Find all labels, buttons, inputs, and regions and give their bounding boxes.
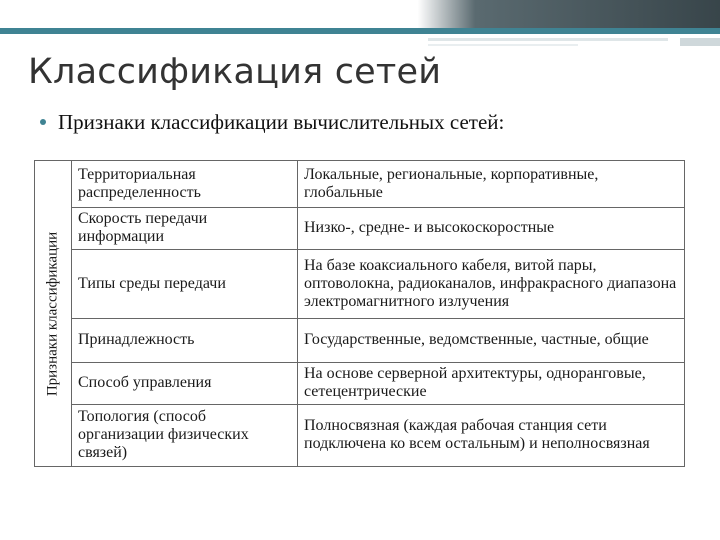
criterion-cell: Скорость передачи информации bbox=[72, 207, 298, 249]
classification-table bbox=[34, 160, 685, 467]
top-decor-band bbox=[0, 0, 720, 28]
bullet-text: Признаки классификации вычислительных сетей: bbox=[58, 110, 505, 134]
table-row bbox=[72, 207, 684, 249]
criterion-cell: Принадлежность bbox=[72, 318, 298, 362]
values-cell: Государственные, ведомственные, частные, общие bbox=[298, 318, 685, 362]
criterion-cell: Территориальная распределенность bbox=[72, 161, 298, 207]
values-cell: Локальные, региональные, корпоративные, глобальные bbox=[298, 161, 685, 207]
slide-title: Классификация сетей bbox=[28, 52, 442, 92]
criteria-grid bbox=[72, 161, 684, 466]
table-row bbox=[72, 404, 684, 466]
accent-rule bbox=[0, 28, 720, 34]
values-cell: На базе коаксиального кабеля, витой пары, оптоволокна, радиоканалов, инфракрасного диапазона электромагнитного излучения bbox=[298, 249, 685, 318]
accent-line bbox=[680, 38, 720, 46]
table-row bbox=[72, 318, 684, 362]
table-row bbox=[72, 161, 684, 207]
criterion-cell: Способ управления bbox=[72, 362, 298, 404]
accent-line bbox=[428, 38, 668, 41]
accent-line bbox=[428, 44, 578, 46]
side-header-label: Признаки классификации bbox=[44, 231, 61, 396]
values-cell: Полносвязная (каждая рабочая станция сети подключена ко всем остальным) и неполносвязная bbox=[298, 404, 685, 466]
criterion-cell: Топология (способ организации физических связей) bbox=[72, 404, 298, 466]
bullet-icon bbox=[40, 119, 46, 125]
table-row bbox=[72, 249, 684, 318]
criterion-cell: Типы среды передачи bbox=[72, 249, 298, 318]
values-cell: На основе серверной архитектуры, одноранговые, сетецентрические bbox=[298, 362, 685, 404]
bullet-item bbox=[40, 110, 504, 135]
side-header-cell bbox=[35, 161, 72, 466]
table-row bbox=[72, 362, 684, 404]
values-cell: Низко-, средне- и высокоскоростные bbox=[298, 207, 685, 249]
